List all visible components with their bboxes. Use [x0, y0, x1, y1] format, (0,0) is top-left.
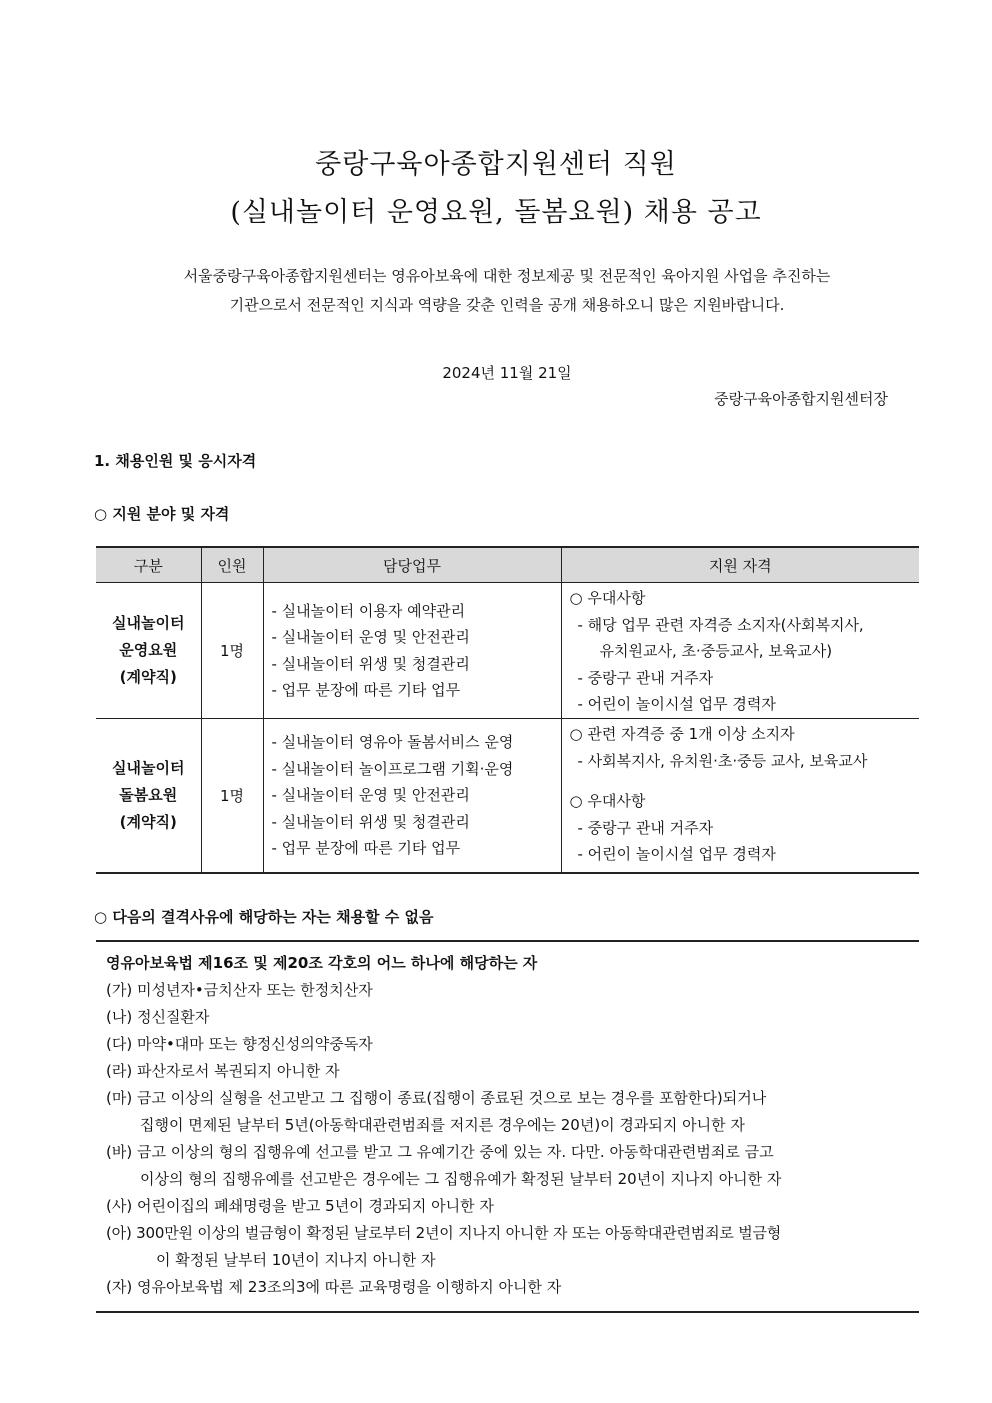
announcement-date: 2024년 11월 21일 — [442, 364, 572, 382]
category-line: 돌봄요원 — [119, 785, 178, 804]
qualification-item: - 사회복지사, 유치원·초·중등 교사, 보육교사 — [577, 751, 868, 770]
disqualification-item-continued: 이상의 형의 집행유예를 선고받은 경우에는 그 집행유예가 확정된 날부터 20년이 지나지 아니한 자 — [140, 1170, 782, 1188]
duties-cell — [263, 583, 561, 719]
qualification-item: ○ 관련 자격증 중 1개 이상 소지자 — [569, 725, 795, 743]
disqualification-item: (자) 영유아보육법 제 23조의3에 따른 교육명령을 이행하지 아니한 자 — [106, 1278, 562, 1296]
disqualification-item: (나) 정신질환자 — [106, 1008, 210, 1026]
disqualification-item: (다) 마약•대마 또는 향정신성의약중독자 — [106, 1035, 373, 1053]
qualifications-cell — [561, 583, 919, 719]
disqualification-item: (라) 파산자로서 복권되지 아니한 자 — [106, 1062, 340, 1080]
category-line: (계약직) — [119, 668, 177, 686]
qualifications-cell — [561, 719, 919, 873]
count-cell: 1명 — [201, 719, 263, 873]
duty-item: - 업무 분장에 따른 기타 업무 — [271, 681, 461, 699]
duty-item: - 실내놀이터 위생 및 청결관리 — [271, 654, 470, 673]
count-cell: 1명 — [201, 583, 263, 719]
column-header: 인원 — [201, 547, 263, 583]
qualification-item: 유치원교사, 초·중등교사, 보육교사) — [599, 642, 833, 660]
qualification-item: ○ 우대사항 — [569, 792, 646, 810]
section-heading: 1. 채용인원 및 응시자격 — [94, 452, 257, 470]
qualification-item: - 어린이 놀이시설 업무 경력자 — [577, 845, 776, 863]
subheading — [94, 503, 229, 524]
page-title-line2: (실내놀이터 운영요원, 돌봄요원) 채용 공고 — [230, 197, 762, 228]
duty-item: - 실내놀이터 운영 및 안전관리 — [271, 786, 470, 804]
disqualification-heading-text: 다음의 결격사유에 해당하는 자는 채용할 수 없음 — [112, 908, 434, 926]
duty-item: - 업무 분장에 따른 기타 업무 — [271, 839, 461, 857]
disqualification-box-title: 영유아보육법 제16조 및 제20조 각호의 어느 하나에 해당하는 자 — [106, 954, 538, 972]
duty-item: - 실내놀이터 위생 및 청결관리 — [271, 812, 470, 831]
disqualification-item: (아) 300만원 이상의 벌금형이 확정된 날로부터 2년이 지나지 아니한 자 또는 아동학대관련범죄로 벌금형 — [106, 1224, 782, 1242]
disqualification-item-continued: 이 확정된 날부터 10년이 지나지 아니한 자 — [156, 1251, 436, 1269]
subheading-text: 지원 분야 및 자격 — [112, 505, 230, 523]
qualification-item: ○ 우대사항 — [569, 589, 646, 607]
table-header-row — [96, 547, 919, 583]
category-cell — [96, 719, 201, 873]
duties-cell — [263, 719, 561, 873]
circle-bullet-icon: ○ — [94, 908, 108, 926]
category-line: 실내놀이터 — [112, 614, 185, 632]
intro-line: 서울중랑구육아종합지원센터는 영유아보육에 대한 정보제공 및 전문적인 육아지원 사업을 추진하는 — [183, 267, 831, 285]
intro-paragraph — [90, 262, 924, 320]
duty-item: - 실내놀이터 운영 및 안전관리 — [271, 628, 470, 646]
page-title-line1: 중랑구육아종합지원센터 직원 — [315, 149, 677, 180]
duty-item: - 실내놀이터 이용자 예약관리 — [271, 601, 466, 620]
duty-item: - 실내놀이터 놀이프로그램 기획·운영 — [271, 759, 514, 778]
disqualification-item: (바) 금고 이상의 형의 집행유예 선고를 받고 그 유예기간 중에 있는 자. 다만. 아동학대관련범죄로 금고 — [106, 1143, 774, 1161]
intro-line: 기관으로서 전문적인 지식과 역량을 갖춘 인력을 공개 채용하오니 많은 지원바랍니다. — [229, 296, 785, 314]
column-header: 담당업무 — [263, 547, 561, 583]
recruitment-table — [96, 546, 919, 874]
qualification-item: - 어린이 놀이시설 업무 경력자 — [577, 695, 776, 713]
qualification-item: - 중랑구 관내 거주자 — [577, 668, 714, 687]
column-header: 구분 — [96, 547, 201, 583]
category-line: 실내놀이터 — [112, 758, 185, 777]
disqualification-item: (가) 미성년자•금치산자 또는 한정치산자 — [106, 981, 373, 999]
category-cell — [96, 583, 201, 719]
duty-item: - 실내놀이터 영유아 돌봄서비스 운영 — [271, 733, 514, 751]
category-line: (계약직) — [119, 812, 177, 831]
qualification-item: - 중랑구 관내 거주자 — [577, 818, 714, 837]
category-line: 운영요원 — [119, 641, 178, 659]
circle-bullet-icon: ○ — [94, 505, 108, 523]
disqualification-item: (사) 어린이집의 폐쇄명령을 받고 5년이 경과되지 아니한 자 — [106, 1197, 494, 1215]
disqualification-item: (마) 금고 이상의 실형을 선고받고 그 집행이 종료(집행이 종료된 것으로 보는 경우를 포함한다)되거나 — [106, 1089, 767, 1107]
disqualification-box — [96, 940, 919, 1313]
table-row — [96, 583, 919, 719]
table-row — [96, 719, 919, 873]
qualification-item: - 해당 업무 관련 자격증 소지자(사회복지사, — [577, 615, 864, 634]
disqualification-item-continued: 집행이 면제된 날부터 5년(아동학대관련범죄를 저지른 경우에는 20년)이 경과되지 아니한 자 — [140, 1116, 745, 1134]
column-header: 지원 자격 — [561, 547, 919, 583]
disqualification-heading — [94, 906, 433, 927]
organization-name: 중랑구육아종합지원센터장 — [714, 390, 888, 408]
